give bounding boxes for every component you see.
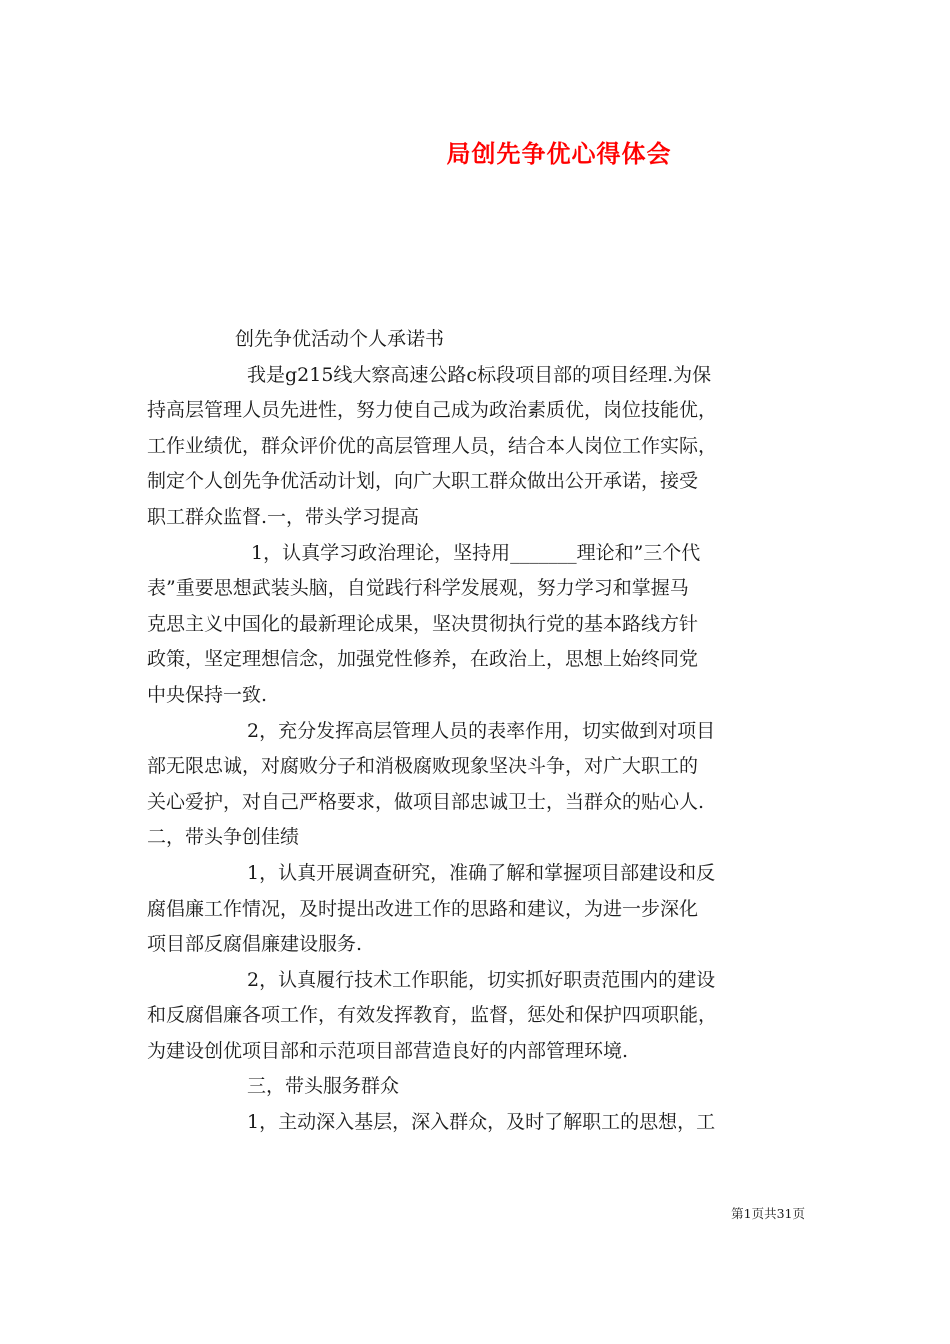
- text-line: 为建设创优项目部和示范项目部营造良好的内部管理环境.: [147, 1039, 629, 1062]
- text-line: 和反腐倡廉各项工作，有效发挥教育，监督，惩处和保护四项职能，: [147, 1004, 718, 1027]
- text-line: 1，认真开展调查研究，准确了解和掌握项目部建设和反: [247, 861, 716, 884]
- text-line: 制定个人创先争优活动计划，向广大职工群众做出公开承诺，接受: [147, 470, 699, 493]
- page-number-footer: 第1页共31页: [731, 1206, 805, 1221]
- text-line: 我是g215线大察高速公路c标段项目部的项目经理.为保: [247, 363, 712, 386]
- text-line: 1，主动深入基层，深入群众，及时了解职工的思想，工: [247, 1111, 716, 1134]
- document-body: [147, 322, 805, 1141]
- text-line: 部无限忠诚，对腐败分子和消极腐败现象坚决斗争，对广大职工的: [147, 755, 699, 778]
- text-line: 二，带头争创佳绩: [147, 826, 300, 849]
- text-line: 2，充分发挥高层管理人员的表率作用，切实做到对项目: [247, 719, 716, 742]
- text-line: 政策，坚定理想信念，加强党性修养，在政治上，思想上始终同党: [147, 648, 699, 671]
- text-line: 创先争优活动个人承诺书: [235, 328, 445, 350]
- text-line: 表”重要思想武装头脑，自觉践行科学发展观，努力学习和掌握马: [147, 577, 689, 600]
- text-line: 三，带头服务群众: [247, 1075, 400, 1098]
- text-line: 持高层管理人员先进性，努力使自己成为政治素质优，岗位技能优，: [147, 399, 718, 422]
- text-line: 克思主义中国化的最新理论成果，坚决贯彻执行党的基本路线方针: [147, 612, 699, 635]
- text-line: 1，认真学习政治理论，坚持用_______理论和”三个代: [251, 541, 701, 564]
- text-line: 腐倡廉工作情况，及时提出改进工作的思路和建议，为进一步深化: [147, 897, 699, 920]
- text-line: 2，认真履行技术工作职能，切实抓好职责范围内的建设: [247, 968, 716, 991]
- text-line: 职工群众监督.一，带头学习提高: [147, 505, 420, 528]
- text-line: 项目部反腐倡廉建设服务.: [147, 933, 363, 956]
- text-line: 关心爱护，对自己严格要求，做项目部忠诚卫士，当群众的贴心人.: [147, 790, 705, 813]
- text-line: 工作业绩优，群众评价优的高层管理人员，结合本人岗位工作实际，: [147, 434, 718, 457]
- document-title: 局创先争优心得体会: [446, 139, 672, 168]
- text-line: 中央保持一致.: [147, 683, 268, 706]
